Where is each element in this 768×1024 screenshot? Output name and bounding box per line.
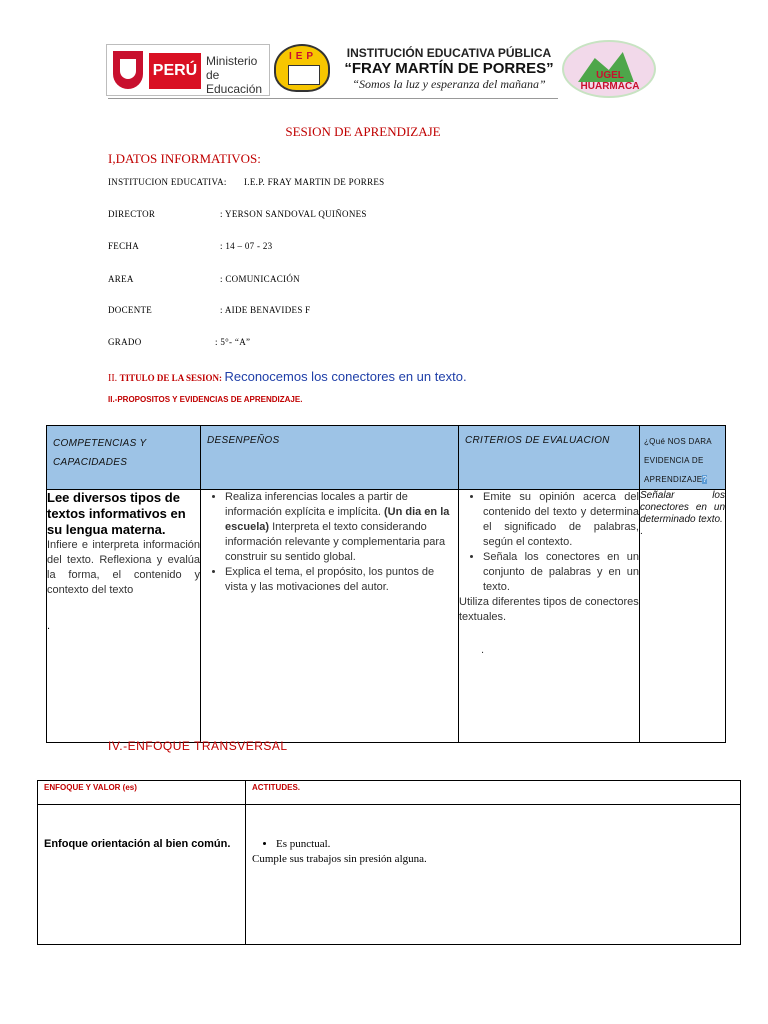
header-evidencia-mark: ? xyxy=(702,475,708,484)
peru-shield-icon xyxy=(113,51,143,89)
docente-value: : AIDE BENAVIDES F xyxy=(220,305,311,315)
desempeno-item: • Realiza inferencias locales a partir de información explícita e implícita. (Un dia en la escuela) Interpreta el texto considerando información relevante y complementaria para construir su sentido global. xyxy=(225,490,458,565)
criterio-extra: Utiliza diferentes tipos de conectores textuales. xyxy=(459,596,639,623)
actitud-item: • Es punctual. xyxy=(276,837,734,852)
institution-motto: “Somos la luz y esperanza del mañana” xyxy=(352,77,546,91)
fecha-label: FECHA xyxy=(108,241,140,251)
header-evidencia-text: ¿Qué NOS DARA EVIDENCIA DE APRENDIZAJE xyxy=(644,437,712,484)
director-label: DIRECTOR xyxy=(108,209,156,219)
competencia-dot: . xyxy=(47,620,51,632)
criterio-item: • Emite su opinión acerca del contenido del texto y determina el significado de palabras, según el contexto. xyxy=(483,490,639,550)
enfoque-cell: Enfoque orientación al bien común. xyxy=(38,805,246,945)
enfoque-table xyxy=(37,780,741,945)
session-title-value: Reconocemos los conectores en un texto. xyxy=(224,369,467,384)
institution-title: INSTITUCIÓN EDUCATIVA PÚBLICA xyxy=(346,46,552,60)
header-desempenos: DESENPEÑOS xyxy=(201,426,459,490)
header-actitudes: ACTITUDES. xyxy=(246,781,741,805)
section-titulo-sesion xyxy=(108,369,467,384)
section-propositos: II.-PROPOSITOS Y EVIDENCIAS DE APRENDIZAJE. xyxy=(108,395,303,404)
iep-school-logo xyxy=(274,44,330,92)
header-enfoque: ENFOQUE Y VALOR (es) xyxy=(38,781,246,805)
evidencia-text: Señalar los conectores en un determinado texto. xyxy=(640,490,725,525)
iep-crest-icon xyxy=(288,65,320,85)
competencia-cell xyxy=(47,490,201,743)
header-criterios: CRITERIOS DE EVALUACION xyxy=(459,426,640,490)
header-competencias: COMPETENCIAS Y CAPACIDADES xyxy=(47,426,201,490)
peru-ministry-logo xyxy=(106,44,270,96)
institucion-label: INSTITUCION EDUCATIVA: xyxy=(108,177,227,187)
ugel-logo xyxy=(562,40,656,98)
header-evidencia xyxy=(640,426,726,490)
competencia-body: Infiere e interpreta información del texto. Reflexiona y evalúa la forma, el contenido y contexto del texto xyxy=(47,539,200,596)
actitud-extra: Cumple sus trabajos sin presión alguna. xyxy=(252,853,427,865)
competencia-lead: Lee diversos tipos de textos informativos en su lengua materna. xyxy=(47,490,186,537)
section-datos-informativos: I,DATOS INFORMATIVOS: xyxy=(108,151,261,166)
ministry-label: Ministerio de Educación xyxy=(206,54,263,96)
evidencia-dot: . xyxy=(640,526,643,537)
peru-label: PERÚ xyxy=(149,53,201,89)
header-divider xyxy=(108,98,558,99)
grado-value: : 5°- “A” xyxy=(215,337,251,347)
criterio-dot: . xyxy=(481,644,485,656)
institution-name: “FRAY MARTÍN DE PORRES” xyxy=(344,60,554,77)
area-label: AREA xyxy=(108,274,134,284)
area-value: : COMUNICACIÓN xyxy=(220,274,300,284)
institucion-value: I.E.P. FRAY MARTIN DE PORRES xyxy=(244,177,385,187)
ugel-label: UGEL HUARMACA xyxy=(580,70,640,92)
desempenos-cell xyxy=(201,490,459,743)
grado-label: GRADO xyxy=(108,337,142,347)
page-title: SESION DE APRENDIZAJE xyxy=(285,124,441,139)
fecha-value: : 14 – 07 - 23 xyxy=(220,241,273,251)
desempeno-item: • Explica el tema, el propósito, los puntos de vista y las motivaciones del autor. xyxy=(225,565,458,595)
section2-number: II. xyxy=(108,373,118,384)
section2-label: TITULO DE LA SESION: xyxy=(119,373,222,383)
docente-label: DOCENTE xyxy=(108,305,153,315)
section-enfoque-transversal: IV.-ENFOQUE TRANSVERSAL xyxy=(108,739,288,753)
iep-letters: IEP xyxy=(288,51,318,62)
criterios-cell xyxy=(459,490,640,743)
director-value: : YERSON SANDOVAL QUIÑONES xyxy=(220,209,367,219)
evidencia-cell xyxy=(640,490,726,743)
actitudes-cell xyxy=(246,805,741,945)
criterio-item: • Señala los conectores en un conjunto de palabras y en un texto. xyxy=(483,550,639,595)
propositos-table xyxy=(46,425,726,743)
